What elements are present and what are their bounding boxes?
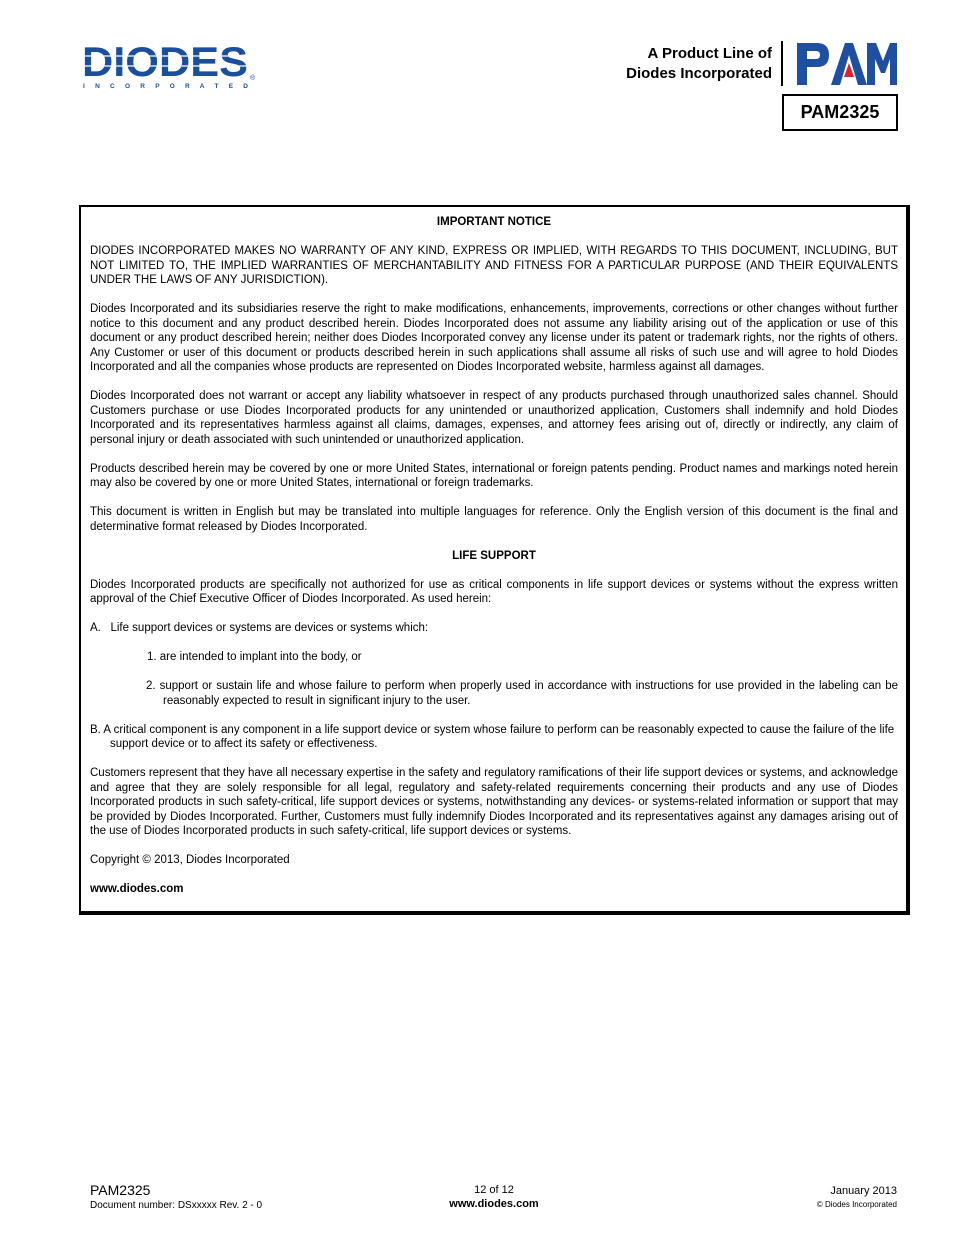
list-item-a: A. Life support devices or systems are devices or systems which:: [90, 622, 429, 634]
footer-date: January 2013: [830, 1185, 897, 1197]
footer-part-number: PAM2325: [90, 1182, 151, 1198]
notice-paragraph: Diodes Incorporated and its subsidiaries reserve the right to make modifications, enhancements, improvements, corrections or other changes without further notice to this document and any product described herein. Diodes Incorporated does not assume any liability arising out of the application or use of this document or any product described herein; neither does Diodes Incorporated convey any license under its patent or trademark rights, nor the rights of others. Any Customer or user of this document or products described herein in such applications shall assume all risks of such use and will agree to hold Diodes Incorporated and all the companies whose products are represented on Diodes Incorporated website, harmless against all damages.: [90, 303, 898, 373]
notice-paragraph: This document is written in English but may be translated into multiple languages for reference. Only the English version of this document is the final and determinative format released by Diodes Incorporated.: [90, 506, 898, 533]
list-item-a-2: 2. support or sustain life and whose failure to perform when properly used in accordance with instructions for use provided in the labeling can be reasonably expected to result in significant injury to the user.: [146, 680, 898, 707]
footer-website-link[interactable]: www.diodes.com: [449, 1198, 539, 1210]
pam-logo: [795, 41, 899, 85]
notice-paragraph: DIODES INCORPORATED MAKES NO WARRANTY OF ANY KIND, EXPRESS OR IMPLIED, WITH REGARDS TO THIS DOCUMENT, INCLUDING, BUT NOT LIMITED TO, THE IMPLIED WARRANTIES OF MERCHANTABILITY AND FITNESS FOR A PARTICULAR PURPOSE (AND THEIR EQUIVALENTS UNDER THE LAWS OF ANY JURISDICTION).: [90, 245, 898, 286]
important-notice-box: [79, 205, 910, 915]
notice-paragraph: Diodes Incorporated does not warrant or accept any liability whatsoever in respect of any products purchased through unauthorized sales channel. Should Customers purchase or use Diodes Incorporated products for any unintended or unauthorized application, Customers shall indemnify and hold Diodes Incorporated and its representatives harmless against all claims, damages, expenses, and attorney fees arising out of, directly or indirectly, any claim of personal injury or death associated with such unintended or unauthorized application.: [90, 390, 898, 446]
copyright-text: Copyright © 2013, Diodes Incorporated: [90, 854, 290, 866]
notice-title: IMPORTANT NOTICE: [436, 216, 552, 228]
diodes-logo-subtext: I N C O R P O R A T E D: [83, 83, 248, 90]
diodes-logo-text: DIODES: [82, 42, 248, 85]
footer-page-number: 12 of 12: [474, 1184, 514, 1196]
product-line-tagline: [626, 44, 772, 84]
header-divider: [781, 41, 783, 86]
diodes-logo: [82, 42, 258, 90]
list-item-a-1: 1. are intended to implant into the body, or: [147, 651, 362, 663]
customers-paragraph: Customers represent that they have all necessary expertise in the safety and regulatory ramifications of their life support devices or systems, and acknowledge and agree that they are solely responsible for all legal, regulatory and safety-related requirements concerning their products and any use of Diodes Incorporated products in such safety-critical, life support devices or systems, notwithstanding any devices- or systems-related information or support that may be provided by Diodes Incorporated. Further, Customers must fully indemnify Diodes Incorporated and its representatives against any damages arising out of the use of Diodes Incorporated products in such safety-critical, life support devices or systems.: [90, 767, 898, 837]
part-number-box: PAM2325: [782, 94, 898, 131]
life-support-title: LIFE SUPPORT: [452, 549, 536, 562]
life-support-intro: Diodes Incorporated products are specifically not authorized for use as critical components in life support devices or systems without the express written approval of the Chief Executive Officer of Diodes Incorporated. As used herein:: [90, 578, 898, 605]
list-item-b: B. A critical component is any component in a life support device or system whose failure to perform can be reasonably expected to cause the failure of the life support device or to affect its safety or effectiveness.: [90, 723, 895, 750]
footer-document-number: Document number: DSxxxxx Rev. 2 - 0: [90, 1200, 263, 1211]
notice-paragraph: Products described herein may be covered by one or more United States, international or foreign patents pending. Product names and markings noted herein may also be covered by one or more United States, international or foreign trademarks.: [90, 462, 898, 489]
svg-text:®: ®: [250, 75, 256, 82]
tagline-line-2: Diodes Incorporated: [626, 65, 772, 82]
pam-logo-text: PAM: [795, 41, 798, 42]
footer-copyright: © Diodes Incorporated: [816, 1200, 897, 1209]
website-link[interactable]: www.diodes.com: [90, 883, 184, 895]
tagline-line-1: A Product Line of: [647, 45, 772, 62]
